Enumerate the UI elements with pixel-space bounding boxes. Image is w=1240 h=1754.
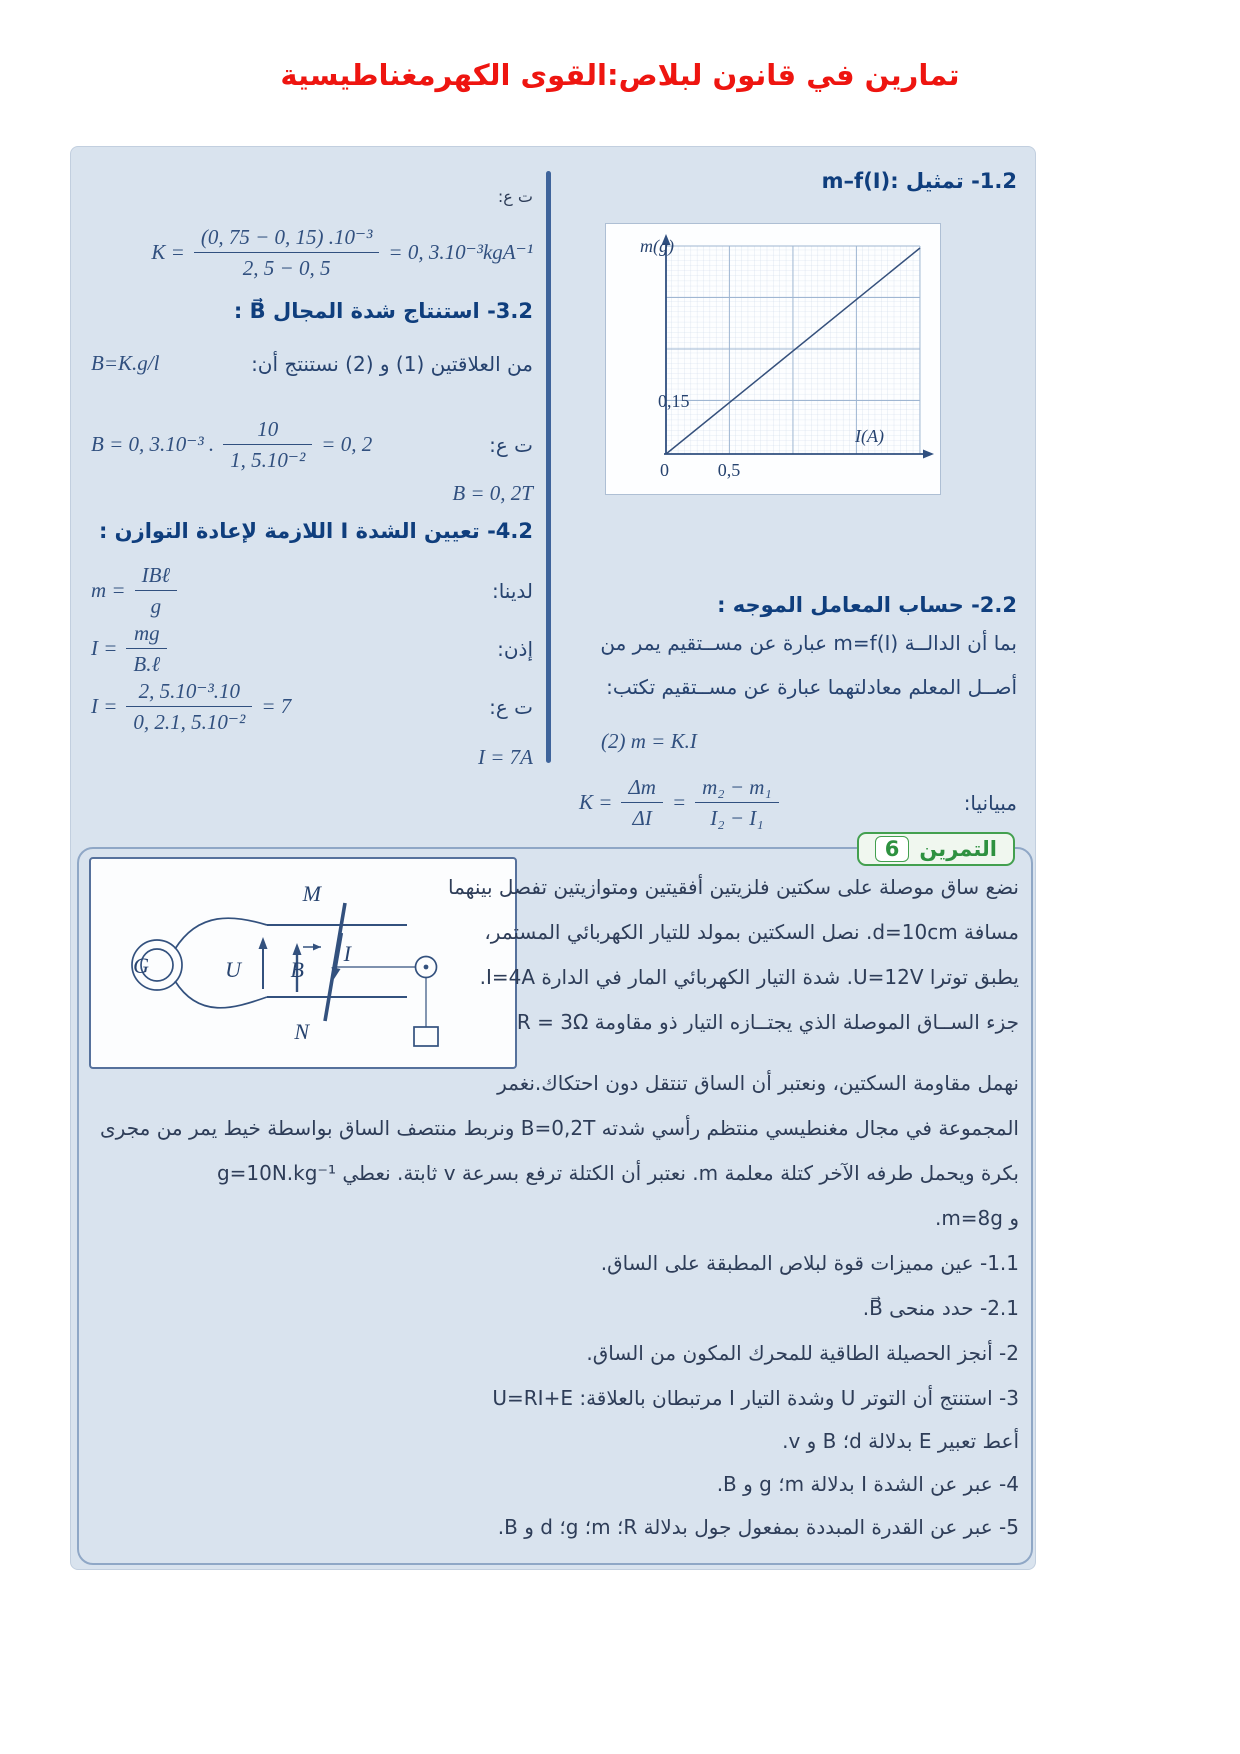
solution-left-column xyxy=(81,147,539,807)
deduce-text: من العلاقتين (1) و (2) نستنتج أن: xyxy=(251,351,533,376)
k-slope-fraction-2: $\frac{\text{m₂ − m₁}}{\text{I₂ − I₁}}$ xyxy=(695,775,779,830)
banner-label: التمرين xyxy=(919,837,997,861)
k-eq-lhs: K = xyxy=(151,240,185,265)
statement-line-5: نهمل مقاومة السكتين، ونعتبر أن الساق تنتقل دون احتكاك.نغمر xyxy=(497,1071,1019,1095)
b-result: B = 0, 2T xyxy=(452,481,533,505)
statement-line-3: يطبق توترا U=12V. شدة التيار الكهربائي المار في الدارة I=4A. xyxy=(479,965,1019,989)
content-panel xyxy=(70,146,1036,1570)
have-label: لدينا: xyxy=(491,578,533,603)
point-m-label: M xyxy=(302,881,321,906)
i-equation-row xyxy=(91,621,533,676)
field-label: B xyxy=(290,957,304,982)
x-tick-0-5: 0,5 xyxy=(717,460,741,480)
y-tick-0-15: 0,15 xyxy=(658,391,690,411)
numeric-application-label-1: ت ع: xyxy=(497,187,533,206)
field-vector-arrowhead xyxy=(313,944,321,951)
graphically-label: مبيانيا: xyxy=(963,790,1017,815)
exercise-6-banner xyxy=(857,832,1015,866)
question-5: 5- عبر عن القدرة المبددة بمفعول جول بدلالة R؛ m؛ g؛ d و B. xyxy=(497,1515,1019,1539)
i-numeric-fraction: $\frac{\text{2, 5.10⁻³.10}}{\text{0, 2.1, 5.10⁻²}}$ xyxy=(126,679,252,734)
m-f-graph-svg xyxy=(608,224,940,492)
section-3-2-title: 3.2- استنتاج شدة المجال B⃗ : xyxy=(233,299,533,323)
k-slope-equation: K = $\frac{\Delta m}{\Delta I}$ = $\frac{\text{m₂ − m₁}}{\text{I₂ − I₁}}$ xyxy=(579,775,779,830)
solution-right-column xyxy=(561,147,1031,847)
question-1-1: 1.1- عين مميزات قوة لبلاص المطبقة على الساق. xyxy=(600,1251,1019,1275)
question-3b: أعط تعبير E بدلالة d؛ B و v. xyxy=(782,1429,1019,1453)
generator-label: G xyxy=(133,953,149,978)
banner-number: 6 xyxy=(875,836,910,862)
k-eq-rhs: = 0, 3.10⁻³kgA⁻¹ xyxy=(388,240,533,265)
voltage-label: U xyxy=(225,957,241,982)
equation-2: (2) m = K.I xyxy=(601,729,697,753)
m-equation-row xyxy=(91,563,533,618)
so-label: إذن: xyxy=(497,636,533,661)
numeric-application-label-2: ت ع: xyxy=(489,432,533,457)
exercise-6-box xyxy=(77,837,1033,1565)
question-3: 3- استنتج أن التوتر U وشدة التيار I مرتبطان بالعلاقة: U=RI+E xyxy=(492,1386,1019,1410)
numeric-application-label-3: ت ع: xyxy=(489,694,533,719)
b-equation-row xyxy=(91,417,533,472)
i-result: I = 7A xyxy=(478,745,533,769)
statement-line-2: مسافة d=10cm. نصل السكتين بمولد للتيار الكهربائي المستمر، xyxy=(484,920,1019,944)
rod-MN xyxy=(325,903,345,1021)
b-eq-fraction: $\frac{10}{\text{1, 5.10⁻²}}$ xyxy=(223,417,312,472)
section-1-2-title: 1.2- تمثيل :m–f(I) xyxy=(821,169,1017,193)
i-eq-fraction: $\frac{mg}{\text{B.ℓ}}$ xyxy=(126,621,167,676)
statement-line-6: المجموعة في مجال مغنطيسي منتظم رأسي شدته B=0,2T ونربط منتصف الساق بواسطة خيط يمر من مجرى xyxy=(100,1116,1019,1140)
k-eq-fraction: $\frac{\text{(0, 75 − 0, 15) .10⁻³}}{2, 5 - 0, 5}$ xyxy=(194,225,380,280)
deduce-row xyxy=(91,351,533,376)
statement-line-4: جزء الســاق الموصلة الذي يجتــازه التيار ذو مقاومة R = 3Ω xyxy=(516,1010,1019,1034)
m-equation: m = $\frac{\text{IBℓ}}{g}$ xyxy=(91,563,177,618)
page-title: تمارين في قانون لبلاص:القوى الكهرمغناطيسية xyxy=(280,58,960,92)
wire-bottom xyxy=(175,981,267,1008)
question-2: 2- أنجز الحصيلة الطاقية للمحرك المكون من الساق. xyxy=(586,1341,1019,1365)
paragraph-line-2: أصــل المعلم معادلتهما عبارة عن مســتقيم تكتب: xyxy=(606,675,1017,699)
paragraph-line-1: بما أن الدالــة m=f(I) عبارة عن مســتقيم يمر من xyxy=(600,631,1017,655)
i-numeric-row xyxy=(91,679,533,734)
point-n-label: N xyxy=(294,1019,309,1044)
section-4-2-title: 4.2- تعيين الشدة I اللازمة لإعادة التوازن : xyxy=(98,519,533,543)
i-numeric-equation: I = $\frac{\text{2, 5.10⁻³.10}}{\text{0, 2.1, 5.10⁻²}}$ = 7 xyxy=(91,679,292,735)
m-eq-fraction: $\frac{\text{IBℓ}}{g}$ xyxy=(135,563,178,618)
y-axis-label: m(g) xyxy=(640,236,674,256)
i-equation: I = $\frac{mg}{\text{B.ℓ}}$ xyxy=(91,621,167,676)
question-4: 4- عبر عن الشدة I بدلالة m؛ g و B. xyxy=(716,1472,1019,1496)
column-divider xyxy=(546,171,551,763)
statement-line-7: بكرة ويحمل طرفه الآخر كتلة معلمة m. نعتبر أن الكتلة ترفع بسرعة v ثابتة. نعطي g=10N.kg⁻¹ xyxy=(216,1161,1019,1185)
mass-block xyxy=(414,1027,438,1046)
slope-row xyxy=(579,775,1017,830)
current-label: I xyxy=(343,941,351,966)
x-tick-0: 0 xyxy=(660,460,669,480)
field-arrowhead xyxy=(293,943,302,955)
wire-top xyxy=(175,918,267,949)
voltage-arrowhead xyxy=(259,937,268,949)
section-2-2-title: 2.2- حساب المعامل الموجه : xyxy=(717,593,1017,617)
k-slope-fraction-1: $\frac{\Delta m}{\Delta I}$ xyxy=(621,775,663,830)
statement-line-1: نضع ساق موصلة على سكتين فلزيتين أفقيتين ومتوازيتين تفصل بينهما xyxy=(448,875,1019,899)
x-axis-arrowhead xyxy=(923,450,934,459)
statement-line-8: و m=8g. xyxy=(934,1206,1019,1230)
x-axis-label: I(A) xyxy=(855,426,884,446)
pulley-axle-dot xyxy=(424,965,429,970)
m-f-graph xyxy=(605,223,941,495)
b-formula: B=K.g/l xyxy=(91,351,160,375)
question-2-1: 2.1- حدد منحى B⃗. xyxy=(862,1296,1019,1320)
k-equation xyxy=(91,225,533,280)
b-equation: B = 0, 3.10⁻³ . $\frac{10}{\text{1, 5.10⁻²}}$ = 0, 2 xyxy=(91,417,373,473)
